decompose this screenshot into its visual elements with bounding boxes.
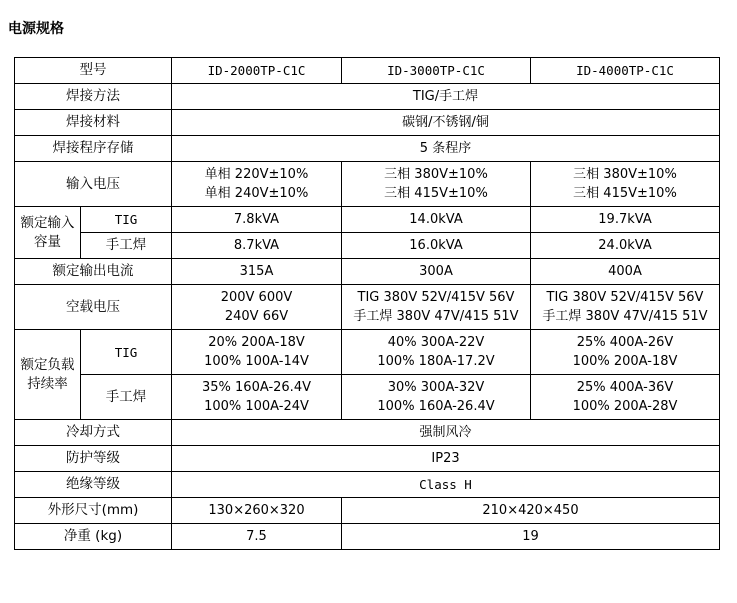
table-row-no-load-voltage — [15, 285, 720, 330]
value-cell: 210×420×450 — [342, 498, 720, 524]
value-cell: 16.0kVA — [342, 233, 531, 259]
table-row-insulation — [15, 472, 720, 498]
value-cell — [531, 285, 720, 330]
value-cell: 7.8kVA — [172, 207, 342, 233]
table-row-welding-material — [15, 110, 720, 136]
value-line: TIG 380V 52V/415V 56V — [357, 290, 515, 305]
value-line: 100% 200A-18V — [572, 354, 678, 369]
value-cell — [342, 162, 531, 207]
value-cell — [172, 375, 342, 420]
value-cell: 8.7kVA — [172, 233, 342, 259]
sub-label: 手工焊 — [81, 375, 172, 420]
row-label: 净重 (kg) — [15, 524, 172, 550]
value-line: 35% 160A-26.4V — [202, 380, 311, 395]
value-cell: 300A — [342, 259, 531, 285]
row-label: 焊接程序存储 — [15, 136, 172, 162]
model-cell: ID-3000TP-C1C — [342, 58, 531, 84]
value-line: 手工焊 380V 47V/415 51V — [542, 309, 708, 324]
sub-label: TIG — [81, 207, 172, 233]
sub-label: TIG — [81, 330, 172, 375]
row-label-model: 型号 — [15, 58, 172, 84]
value-cell: 7.5 — [172, 524, 342, 550]
row-group-label — [15, 207, 81, 259]
value-cell — [342, 330, 531, 375]
row-group-label — [15, 330, 81, 420]
value-cell — [342, 285, 531, 330]
value-cell: 24.0kVA — [531, 233, 720, 259]
table-row-input-voltage — [15, 162, 720, 207]
value-cell — [531, 330, 720, 375]
value-line: 25% 400A-26V — [576, 335, 674, 350]
table-row-rated-output-current — [15, 259, 720, 285]
value-cell: 19 — [342, 524, 720, 550]
value-cell: 130×260×320 — [172, 498, 342, 524]
value-line: 200V 600V — [220, 290, 293, 305]
value-cell — [172, 330, 342, 375]
value-line: 100% 200A-28V — [572, 399, 678, 414]
table-row-cooling — [15, 420, 720, 446]
value-cell: 315A — [172, 259, 342, 285]
value-cell: 5 条程序 — [172, 136, 720, 162]
value-line: 三相 380V±10% — [573, 167, 677, 182]
value-cell: 碳钢/不锈钢/铜 — [172, 110, 720, 136]
row-label: 焊接方法 — [15, 84, 172, 110]
value-cell: 400A — [531, 259, 720, 285]
table-row-dimensions — [15, 498, 720, 524]
row-label: 额定输出电流 — [15, 259, 172, 285]
table-row-duty-cycle-manual — [15, 375, 720, 420]
value-line: 20% 200A-18V — [208, 335, 305, 350]
group-label-line: 容量 — [34, 233, 61, 250]
table-row-rated-input-manual — [15, 233, 720, 259]
table-row-weight — [15, 524, 720, 550]
row-label: 外形尺寸(mm) — [15, 498, 172, 524]
value-cell: TIG/手工焊 — [172, 84, 720, 110]
sub-label: 手工焊 — [81, 233, 172, 259]
value-line: 单相 220V±10% — [204, 167, 309, 182]
page-title: 电源规格 — [8, 21, 64, 37]
table-row-duty-cycle-tig — [15, 330, 720, 375]
value-line: 三相 380V±10% — [384, 167, 488, 182]
model-cell: ID-2000TP-C1C — [172, 58, 342, 84]
spec-table — [14, 57, 720, 550]
value-cell: 19.7kVA — [531, 207, 720, 233]
value-cell — [342, 375, 531, 420]
group-label-line: 额定输入 — [20, 214, 75, 231]
value-line: 30% 300A-32V — [387, 380, 485, 395]
value-line: TIG 380V 52V/415V 56V — [546, 290, 704, 305]
model-cell: ID-4000TP-C1C — [531, 58, 720, 84]
row-label: 防护等级 — [15, 446, 172, 472]
table-row-model — [15, 58, 720, 84]
value-line: 100% 180A-17.2V — [377, 354, 495, 369]
row-label: 空载电压 — [15, 285, 172, 330]
value-cell: 14.0kVA — [342, 207, 531, 233]
value-line: 100% 100A-14V — [204, 354, 309, 369]
table-row-program-storage — [15, 136, 720, 162]
group-label-line: 持续率 — [27, 375, 68, 392]
value-cell — [172, 162, 342, 207]
value-cell — [531, 162, 720, 207]
value-line: 100% 160A-26.4V — [377, 399, 495, 414]
value-cell: IP23 — [172, 446, 720, 472]
value-line: 三相 415V±10% — [573, 186, 677, 201]
table-row-welding-method — [15, 84, 720, 110]
value-line: 240V 66V — [224, 309, 289, 324]
value-cell: 强制风冷 — [172, 420, 720, 446]
row-label: 焊接材料 — [15, 110, 172, 136]
value-line: 三相 415V±10% — [384, 186, 488, 201]
value-line: 40% 300A-22V — [387, 335, 485, 350]
table-row-rated-input-tig — [15, 207, 720, 233]
group-label-line: 额定负载 — [20, 356, 75, 373]
value-cell: Class H — [172, 472, 720, 498]
row-label: 输入电压 — [15, 162, 172, 207]
row-label: 冷却方式 — [15, 420, 172, 446]
row-label: 绝缘等级 — [15, 472, 172, 498]
value-cell — [531, 375, 720, 420]
value-line: 100% 100A-24V — [204, 399, 309, 414]
value-line: 手工焊 380V 47V/415 51V — [353, 309, 519, 324]
value-cell — [172, 285, 342, 330]
value-line: 单相 240V±10% — [204, 186, 309, 201]
value-line: 25% 400A-36V — [576, 380, 674, 395]
table-row-protection — [15, 446, 720, 472]
